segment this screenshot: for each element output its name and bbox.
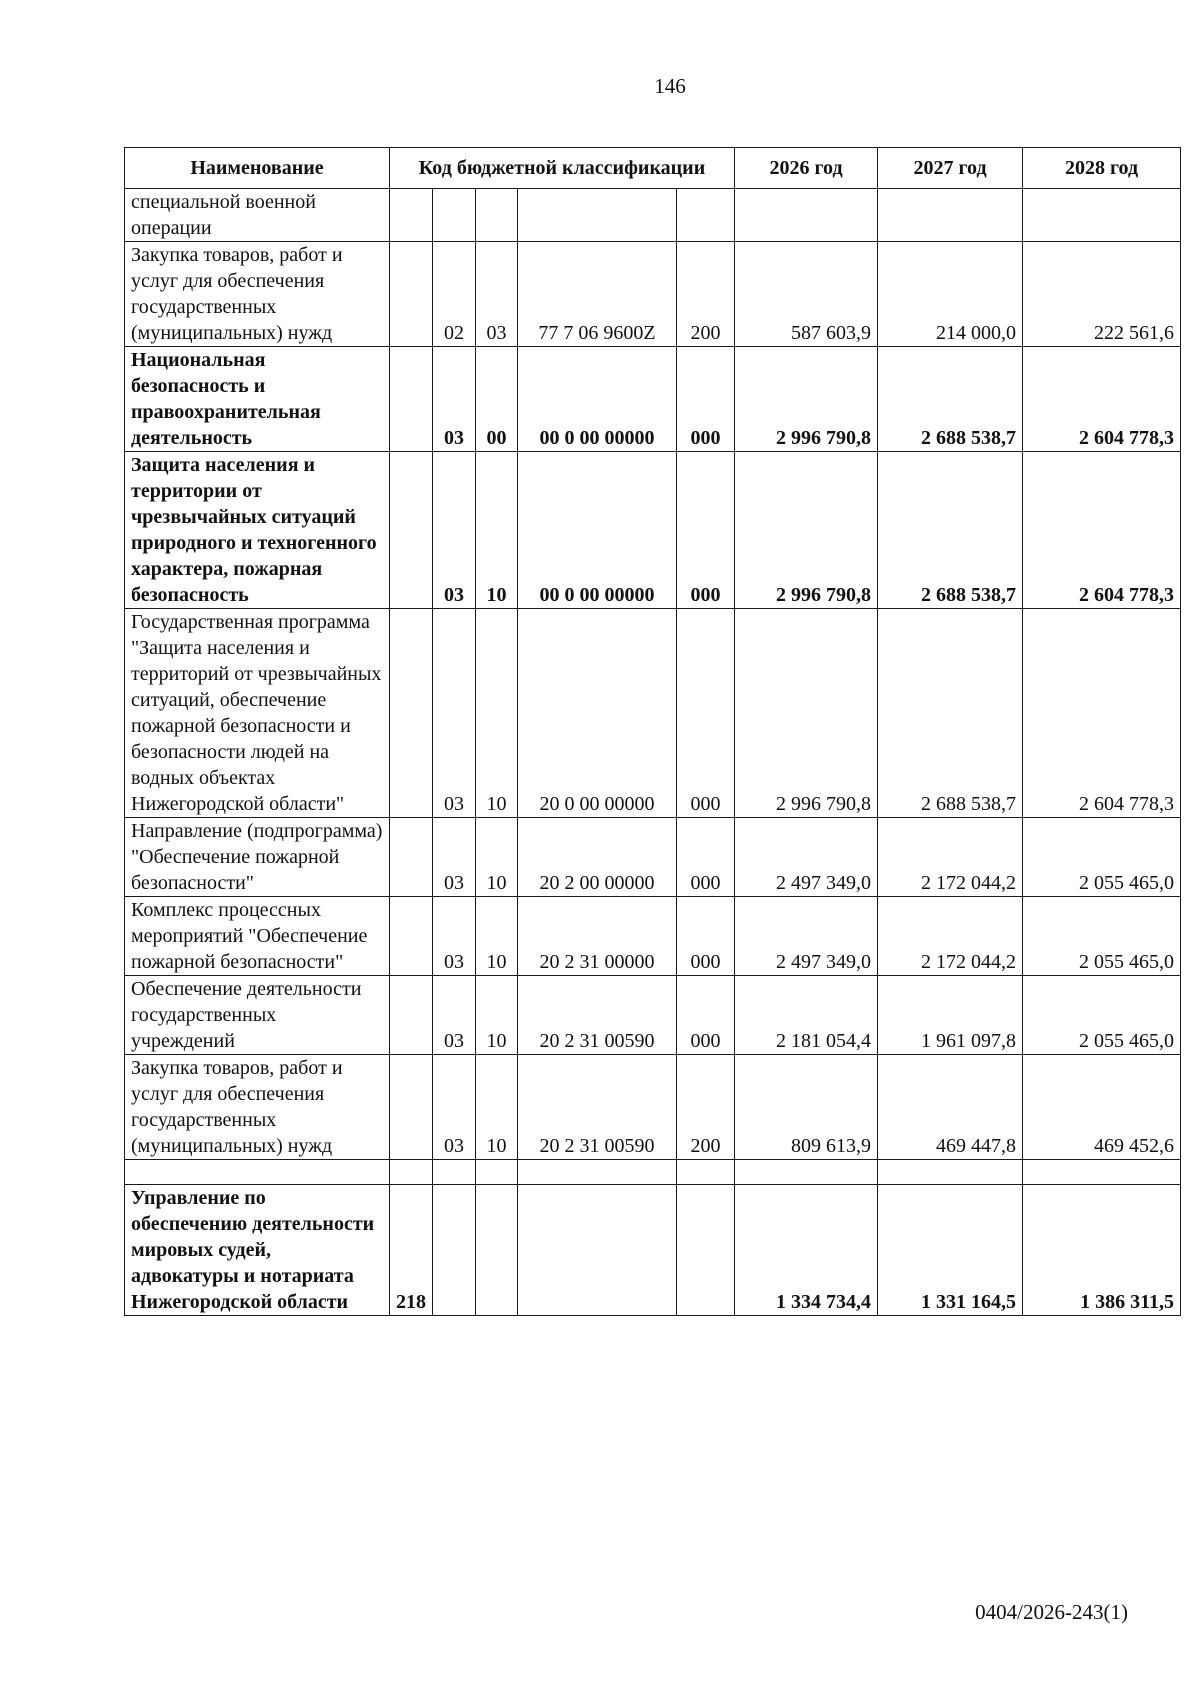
row-name: Защита населения и территории от чрезвычайных ситуаций природного и техногенного характера, пожарная безопасность [125, 452, 390, 609]
row-code-expense [677, 1160, 735, 1185]
row-code-subsection: 10 [476, 818, 518, 897]
page-number: 146 [654, 74, 686, 98]
row-code-expense: 000 [677, 609, 735, 818]
document-code: 0404/2026-243(1) [975, 1600, 1128, 1624]
row-value-2026: 2 996 790,8 [735, 452, 878, 609]
row-code-subsection: 10 [476, 976, 518, 1055]
row-code-section [433, 189, 476, 242]
row-name: Комплекс процессных мероприятий "Обеспечение пожарной безопасности" [125, 897, 390, 976]
row-name: Закупка товаров, работ и услуг для обеспечения государственных (муниципальных) нужд [125, 1055, 390, 1160]
row-code-section [433, 1160, 476, 1185]
row-code-target: 20 0 00 00000 [518, 609, 677, 818]
header-2026: 2026 год [735, 148, 878, 189]
row-value-2028: 469 452,6 [1023, 1055, 1181, 1160]
row-value-2026: 809 613,9 [735, 1055, 878, 1160]
row-code-target: 00 0 00 00000 [518, 452, 677, 609]
budget-table [124, 147, 1181, 1316]
row-name: Управление по обеспечению деятельности мировых судей, адвокатуры и нотариата Нижегородской области [125, 1185, 390, 1316]
header-2027: 2027 год [878, 148, 1023, 189]
table-row [125, 452, 1181, 609]
row-value-2027 [878, 189, 1023, 242]
row-code-target: 20 2 00 00000 [518, 818, 677, 897]
row-value-2027: 1 331 164,5 [878, 1185, 1023, 1316]
row-code-subsection: 10 [476, 452, 518, 609]
table-row [125, 818, 1181, 897]
row-code-subsection: 03 [476, 242, 518, 347]
header-code: Код бюджетной классификации [390, 148, 735, 189]
row-value-2027: 469 447,8 [878, 1055, 1023, 1160]
row-code-admin [390, 976, 433, 1055]
row-code-subsection: 00 [476, 347, 518, 452]
row-value-2028: 2 055 465,0 [1023, 818, 1181, 897]
row-code-section: 03 [433, 452, 476, 609]
table-row [125, 1185, 1181, 1316]
row-value-2028: 2 604 778,3 [1023, 609, 1181, 818]
row-code-subsection [476, 189, 518, 242]
row-code-admin [390, 818, 433, 897]
row-code-target: 20 2 31 00000 [518, 897, 677, 976]
row-value-2027: 2 688 538,7 [878, 452, 1023, 609]
row-value-2028: 2 055 465,0 [1023, 897, 1181, 976]
table-body [125, 189, 1181, 1316]
row-code-subsection: 10 [476, 1055, 518, 1160]
row-code-subsection: 10 [476, 897, 518, 976]
row-code-expense: 000 [677, 818, 735, 897]
table-header-row [125, 148, 1181, 189]
row-code-section: 03 [433, 347, 476, 452]
table-row [125, 189, 1181, 242]
row-code-section: 03 [433, 897, 476, 976]
row-code-section: 02 [433, 242, 476, 347]
table-row [125, 1055, 1181, 1160]
row-code-section: 03 [433, 818, 476, 897]
row-code-expense [677, 1185, 735, 1316]
row-code-target [518, 1160, 677, 1185]
row-value-2026: 2 497 349,0 [735, 818, 878, 897]
row-code-target: 77 7 06 9600Z [518, 242, 677, 347]
row-value-2028 [1023, 1160, 1181, 1185]
row-value-2028: 1 386 311,5 [1023, 1185, 1181, 1316]
row-value-2026 [735, 1160, 878, 1185]
row-code-section: 03 [433, 609, 476, 818]
row-value-2027: 2 688 538,7 [878, 609, 1023, 818]
row-value-2026: 1 334 734,4 [735, 1185, 878, 1316]
row-code-admin [390, 897, 433, 976]
row-name [125, 1160, 390, 1185]
row-code-admin [390, 452, 433, 609]
row-code-section: 03 [433, 1055, 476, 1160]
row-value-2026: 2 497 349,0 [735, 897, 878, 976]
row-value-2026: 2 996 790,8 [735, 347, 878, 452]
table-row [125, 897, 1181, 976]
row-code-expense: 200 [677, 242, 735, 347]
row-value-2026 [735, 189, 878, 242]
row-value-2028 [1023, 189, 1181, 242]
row-code-admin [390, 347, 433, 452]
row-name: Направление (подпрограмма) "Обеспечение пожарной безопасности" [125, 818, 390, 897]
row-name: Закупка товаров, работ и услуг для обеспечения государственных (муниципальных) нужд [125, 242, 390, 347]
row-code-section: 03 [433, 976, 476, 1055]
row-value-2027: 214 000,0 [878, 242, 1023, 347]
row-name: Государственная программа "Защита населения и территорий от чрезвычайных ситуаций, обеспечение пожарной безопасности и безопасности людей на водных объектах Нижегородской области" [125, 609, 390, 818]
row-code-subsection: 10 [476, 609, 518, 818]
row-value-2026: 2 996 790,8 [735, 609, 878, 818]
row-code-expense: 000 [677, 452, 735, 609]
row-code-admin [390, 609, 433, 818]
row-value-2027: 2 172 044,2 [878, 818, 1023, 897]
row-name: Национальная безопасность и правоохранительная деятельность [125, 347, 390, 452]
table-row [125, 609, 1181, 818]
row-code-expense: 000 [677, 897, 735, 976]
row-code-admin [390, 242, 433, 347]
row-code-target: 20 2 31 00590 [518, 1055, 677, 1160]
row-code-admin [390, 189, 433, 242]
row-name: специальной военной операции [125, 189, 390, 242]
row-code-admin [390, 1160, 433, 1185]
row-code-target [518, 1185, 677, 1316]
row-value-2026: 587 603,9 [735, 242, 878, 347]
table-row [125, 242, 1181, 347]
row-code-expense: 000 [677, 347, 735, 452]
row-code-expense: 000 [677, 976, 735, 1055]
row-code-admin [390, 1055, 433, 1160]
row-code-target [518, 189, 677, 242]
header-name: Наименование [125, 148, 390, 189]
table-row [125, 1160, 1181, 1185]
row-code-section [433, 1185, 476, 1316]
row-code-subsection [476, 1160, 518, 1185]
row-value-2028: 2 055 465,0 [1023, 976, 1181, 1055]
row-value-2026: 2 181 054,4 [735, 976, 878, 1055]
row-code-expense: 200 [677, 1055, 735, 1160]
row-value-2027: 1 961 097,8 [878, 976, 1023, 1055]
row-value-2028: 222 561,6 [1023, 242, 1181, 347]
table-row [125, 976, 1181, 1055]
row-value-2027: 2 688 538,7 [878, 347, 1023, 452]
header-2028: 2028 год [1023, 148, 1181, 189]
row-code-target: 20 2 31 00590 [518, 976, 677, 1055]
row-name: Обеспечение деятельности государственных учреждений [125, 976, 390, 1055]
row-code-expense [677, 189, 735, 242]
row-code-admin: 218 [390, 1185, 433, 1316]
row-value-2028: 2 604 778,3 [1023, 452, 1181, 609]
row-value-2028: 2 604 778,3 [1023, 347, 1181, 452]
row-code-subsection [476, 1185, 518, 1316]
row-code-target: 00 0 00 00000 [518, 347, 677, 452]
table-row [125, 347, 1181, 452]
row-value-2027: 2 172 044,2 [878, 897, 1023, 976]
row-value-2027 [878, 1160, 1023, 1185]
